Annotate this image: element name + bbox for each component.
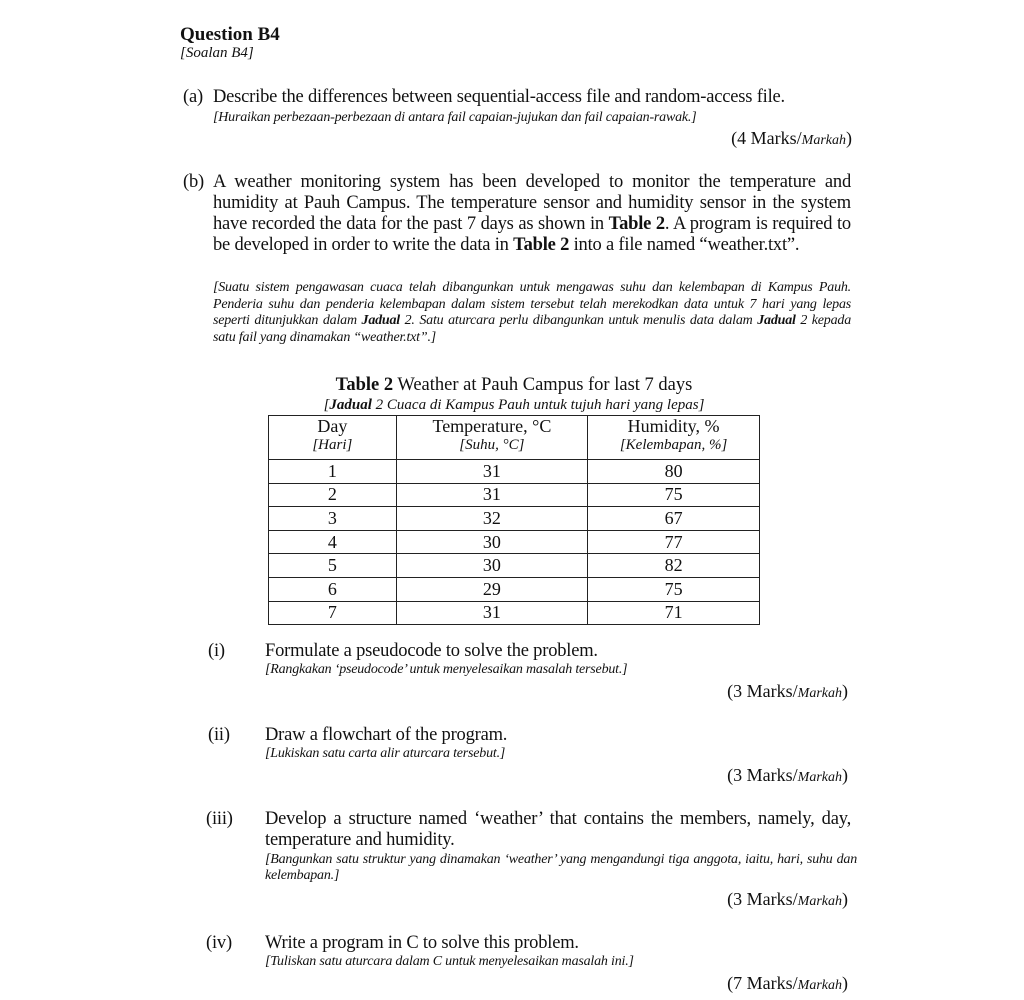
sub-iii-text: Develop a structure named ‘weather’ that contains the members, namely, day, temperature and humidity. — [265, 809, 851, 850]
cell-day: 6 — [269, 577, 397, 601]
cell-day: 4 — [269, 530, 397, 554]
part-b-table-ref-2: Table 2 — [513, 235, 570, 255]
sub-iii-marks — [727, 889, 848, 910]
cell-temperature: 29 — [396, 577, 587, 601]
header-temperature-ms: [Suhu, °C] — [459, 437, 525, 453]
sub-iv-marks — [727, 973, 848, 994]
part-a-marks — [731, 128, 852, 149]
cell-humidity: 75 — [588, 577, 760, 601]
cell-day: 1 — [269, 460, 397, 484]
cell-day: 2 — [269, 483, 397, 507]
weather-table — [268, 415, 760, 625]
part-a-text-ms: [Huraikan perbezaan-perbezaan di antara fail capaian-jujukan dan fail capaian-rawak.] — [213, 110, 697, 125]
marks-close: ) — [846, 128, 852, 148]
question-title: Question B4 — [180, 24, 280, 45]
part-b-jadual-ref-2: Jadual — [757, 313, 796, 328]
part-a-text: Describe the differences between sequential-access file and random-access file. — [213, 87, 785, 107]
part-b-text-2: . A program is required to be developed in order to write the data in — [213, 214, 851, 255]
sub-i-text: Formulate a pseudocode to solve the problem. — [265, 641, 598, 661]
sub-ii-marks — [727, 765, 848, 786]
cell-humidity: 82 — [588, 554, 760, 578]
cell-day: 7 — [269, 601, 397, 625]
marks-close: ) — [842, 681, 848, 701]
part-b-text-1: A weather monitoring system has been developed to monitor the temperature and humidity at Pauh Campus. The temperature sensor and humidity sensor in the system have recorded the data for the past 7 days as shown in — [213, 172, 851, 234]
marks-label-ms: Markah — [797, 686, 842, 701]
part-b-text-ms — [213, 280, 851, 346]
sub-iv-label: (iv) — [206, 933, 232, 953]
marks-label: (7 Marks/ — [727, 973, 798, 993]
table-row — [269, 507, 760, 531]
marks-label-ms: Markah — [797, 770, 842, 785]
marks-label: (3 Marks/ — [727, 889, 798, 909]
table-row — [269, 460, 760, 484]
cell-day: 3 — [269, 507, 397, 531]
header-humidity-ms: [Kelembapan, %] — [619, 437, 728, 453]
sub-ii-text: Draw a flowchart of the program. — [265, 725, 508, 745]
marks-label-ms: Markah — [797, 894, 842, 909]
cell-temperature: 31 — [396, 460, 587, 484]
part-b-jadual-ref: Jadual — [361, 313, 400, 328]
header-temperature-en: Temperature, °C — [432, 416, 552, 436]
table-row — [269, 577, 760, 601]
marks-label-ms: Markah — [801, 133, 846, 148]
part-b-text-3: into a file named “weather.txt”. — [569, 235, 800, 255]
header-temperature — [396, 416, 587, 460]
marks-close: ) — [842, 973, 848, 993]
cell-humidity: 80 — [588, 460, 760, 484]
cell-temperature: 31 — [396, 601, 587, 625]
table-caption — [268, 375, 760, 396]
header-day-en: Day — [317, 416, 348, 436]
sub-iii-text-ms: [Bangunkan satu struktur yang dinamakan ‘weather’ yang mengandungi tiga anggota, iaitu, hari, suhu dan kelembapan.] — [265, 852, 857, 883]
table-caption-ms — [268, 397, 760, 414]
marks-close: ) — [842, 765, 848, 785]
marks-label-ms: Markah — [797, 978, 842, 993]
part-b-table-ref: Table 2 — [608, 214, 665, 234]
sub-i-label: (i) — [208, 641, 225, 661]
part-b-text-ms-2: 2. Satu aturcara perlu dibangunkan untuk menulis data dalam — [400, 313, 758, 328]
part-b-text — [213, 172, 851, 256]
cell-humidity: 67 — [588, 507, 760, 531]
marks-label: (3 Marks/ — [727, 681, 798, 701]
cell-humidity: 77 — [588, 530, 760, 554]
header-humidity-en: Humidity, % — [627, 416, 720, 436]
cell-temperature: 30 — [396, 530, 587, 554]
part-b-text-ms-3: 2 kepada satu fail yang dinamakan “weather.txt”.] — [213, 313, 851, 345]
table-caption-ms-text: 2 Cuaca di Kampus Pauh untuk tujuh hari yang lepas] — [371, 397, 705, 413]
sub-iii-label: (iii) — [206, 809, 233, 829]
part-b-label: (b) — [183, 172, 204, 192]
cell-day: 5 — [269, 554, 397, 578]
sub-ii-label: (ii) — [208, 725, 230, 745]
table-header-row — [269, 416, 760, 460]
table-row — [269, 530, 760, 554]
cell-humidity: 71 — [588, 601, 760, 625]
sub-i-marks — [727, 681, 848, 702]
table-row — [269, 483, 760, 507]
table-caption-label: Table 2 — [335, 375, 394, 395]
cell-temperature: 31 — [396, 483, 587, 507]
table-caption-ms-label: Jadual — [329, 397, 372, 413]
sub-ii-text-ms: [Lukiskan satu carta alir aturcara tersebut.] — [265, 746, 506, 761]
cell-humidity: 75 — [588, 483, 760, 507]
sub-iv-text: Write a program in C to solve this problem. — [265, 933, 579, 953]
table-row — [269, 601, 760, 625]
part-a-label: (a) — [183, 87, 203, 107]
cell-temperature: 32 — [396, 507, 587, 531]
cell-temperature: 30 — [396, 554, 587, 578]
table-row — [269, 554, 760, 578]
part-b-text-ms-1: [Suatu sistem pengawasan cuaca telah dibangunkan untuk mengawas suhu dan kelembapan di Kampus Pauh. Penderia suhu dan penderia kelembapan dalam sistem tersebut telah merekodkan data untuk 7 hari yang lepas seperti ditunjukkan dalam — [213, 280, 851, 328]
marks-close: ) — [842, 889, 848, 909]
header-humidity — [588, 416, 760, 460]
sub-iv-text-ms: [Tuliskan satu aturcara dalam C untuk menyelesaikan masalah ini.] — [265, 954, 634, 969]
header-day-ms: [Hari] — [312, 437, 353, 453]
marks-label: (4 Marks/ — [731, 128, 802, 148]
table-caption-ms-open: [ — [323, 397, 330, 413]
marks-label: (3 Marks/ — [727, 765, 798, 785]
table-caption-text: Weather at Pauh Campus for last 7 days — [393, 375, 693, 395]
header-day — [269, 416, 397, 460]
sub-i-text-ms: [Rangkakan ‘pseudocode’ untuk menyelesaikan masalah tersebut.] — [265, 662, 628, 677]
question-title-ms: [Soalan B4] — [180, 45, 254, 61]
